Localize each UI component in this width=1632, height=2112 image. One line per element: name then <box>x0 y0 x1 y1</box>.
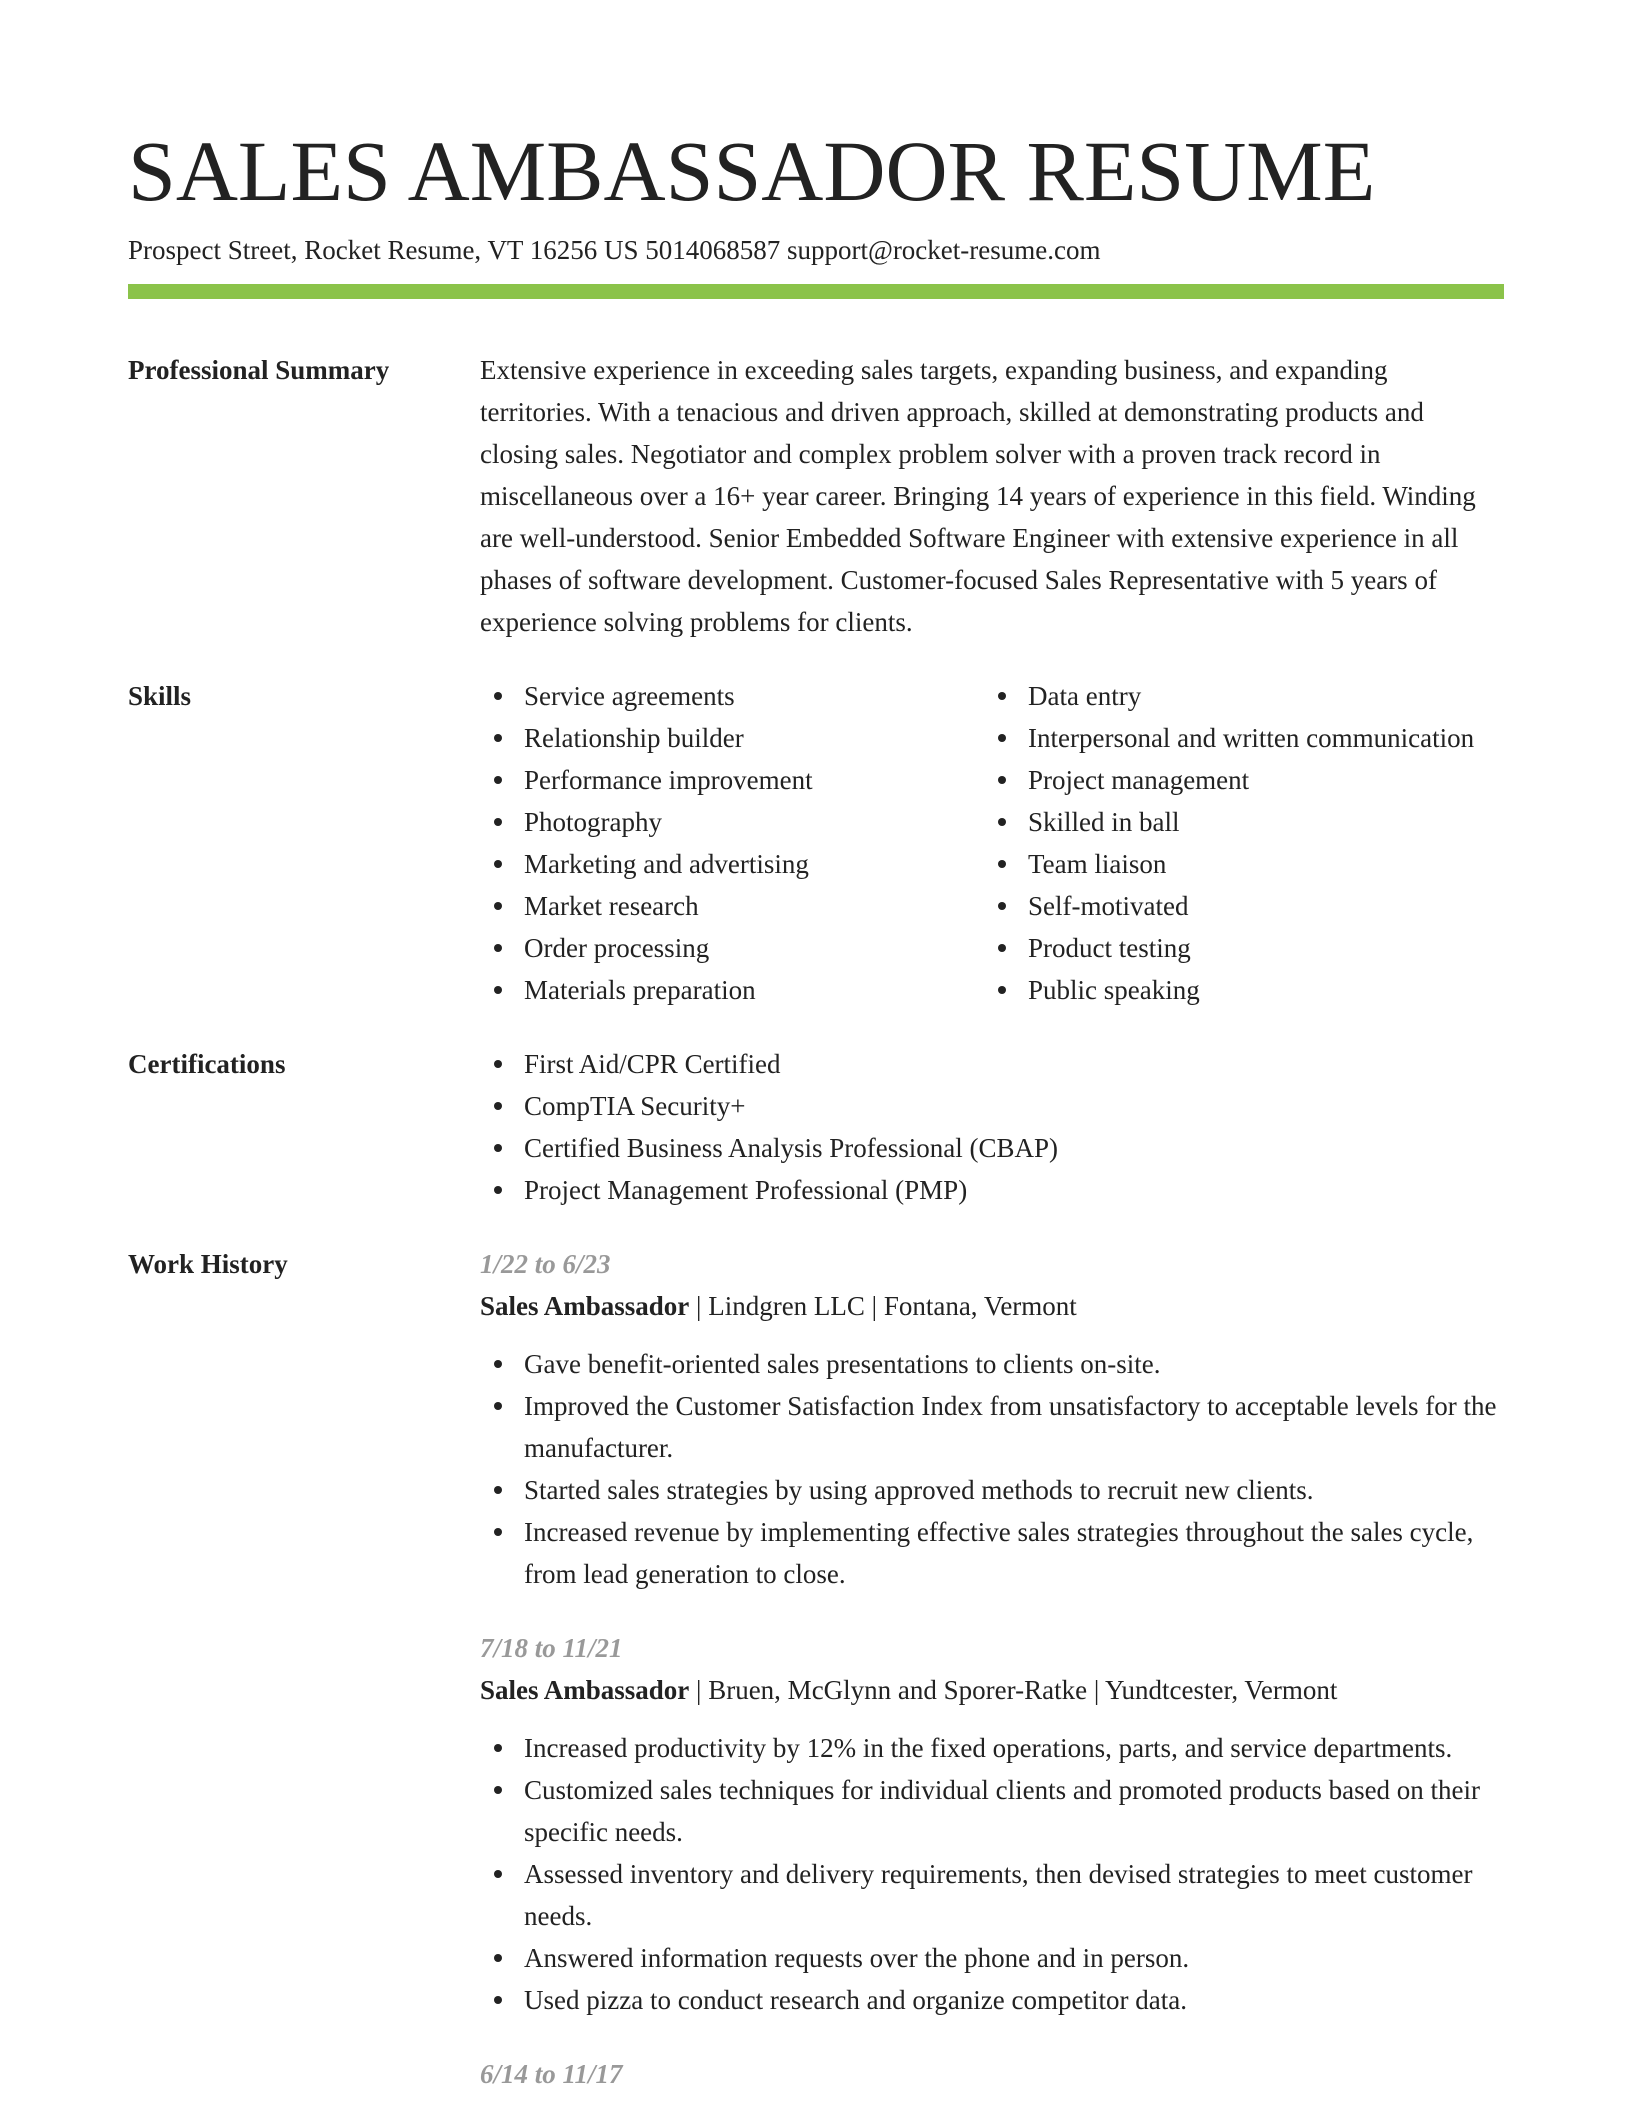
accent-divider <box>128 284 1504 299</box>
job-title-line <box>480 1285 1504 1327</box>
certifications-section <box>128 1043 1504 1211</box>
certification-item: CompTIA Security+ <box>480 1085 1504 1127</box>
contact-line: Prospect Street, Rocket Resume, VT 16256 US 5014068587 support@rocket-resume.com <box>128 235 1101 265</box>
skill-item: Order processing <box>480 927 984 969</box>
skill-item: Data entry <box>984 675 1474 717</box>
certifications-list <box>480 1043 1504 1211</box>
job-bullet: Improved the Customer Satisfaction Index from unsatisfactory to acceptable levels for the manufacturer. <box>480 1385 1504 1469</box>
work-history-section <box>128 1243 1504 2095</box>
job-bullets <box>480 1727 1504 2021</box>
skill-item: Materials preparation <box>480 969 984 1011</box>
skill-item: Project management <box>984 759 1474 801</box>
section-label: Certifications <box>128 1049 286 1079</box>
job-title: Sales Ambassador <box>480 1675 690 1705</box>
job-employer-details: | Bruen, McGlynn and Sporer-Ratke | Yundtcester, Vermont <box>689 1675 1338 1705</box>
job-dates: 7/18 to 11/21 <box>480 1633 623 1663</box>
skill-item: Team liaison <box>984 843 1474 885</box>
job-entry <box>480 1243 1504 1595</box>
professional-summary-section <box>128 349 1504 643</box>
skills-list-right <box>984 675 1474 1011</box>
skill-item: Skilled in ball <box>984 801 1474 843</box>
job-bullet: Customized sales techniques for individual clients and promoted products based on their specific needs. <box>480 1769 1504 1853</box>
job-bullet: Increased revenue by implementing effective sales strategies throughout the sales cycle, from lead generation to close. <box>480 1511 1504 1595</box>
resume-page <box>128 0 1504 2095</box>
job-bullet: Gave benefit-oriented sales presentations to clients on-site. <box>480 1343 1504 1385</box>
skills-section <box>128 675 1504 1011</box>
certification-item: Project Management Professional (PMP) <box>480 1169 1504 1211</box>
job-title-line <box>480 1669 1504 1711</box>
section-label: Skills <box>128 681 192 711</box>
skill-item: Market research <box>480 885 984 927</box>
skills-list-left <box>480 675 984 1011</box>
certification-item: First Aid/CPR Certified <box>480 1043 1504 1085</box>
section-label: Work History <box>128 1249 288 1279</box>
skill-item: Relationship builder <box>480 717 984 759</box>
summary-text: Extensive experience in exceeding sales targets, expanding business, and expanding territories. With a tenacious and driven approach, skilled at demonstrating products and closing sales. Negotiator and complex problem solver with a proven track record in miscellaneous over a 16+ year career. Bringing 14 years of experience in this field. Winding are well-understood. Senior Embedded Software Engineer with extensive experience in all phases of software development. Customer-focused Sales Representative with 5 years of experience solving problems for clients. <box>480 355 1476 637</box>
job-bullet: Started sales strategies by using approved methods to recruit new clients. <box>480 1469 1504 1511</box>
job-bullet: Answered information requests over the phone and in person. <box>480 1937 1504 1979</box>
skill-item: Public speaking <box>984 969 1474 1011</box>
job-entry <box>480 2053 1504 2095</box>
skill-item: Interpersonal and written communication <box>984 717 1474 759</box>
skill-item: Service agreements <box>480 675 984 717</box>
job-dates: 1/22 to 6/23 <box>480 1249 611 1279</box>
section-label: Professional Summary <box>128 355 390 385</box>
job-bullet: Used pizza to conduct research and organize competitor data. <box>480 1979 1504 2021</box>
certification-item: Certified Business Analysis Professional (CBAP) <box>480 1127 1504 1169</box>
job-bullet: Assessed inventory and delivery requirements, then devised strategies to meet customer needs. <box>480 1853 1504 1937</box>
job-entry <box>480 1627 1504 2021</box>
job-employer-details: | Lindgren LLC | Fontana, Vermont <box>689 1291 1077 1321</box>
skill-item: Performance improvement <box>480 759 984 801</box>
job-bullet: Increased productivity by 12% in the fixed operations, parts, and service departments. <box>480 1727 1504 1769</box>
skill-item: Marketing and advertising <box>480 843 984 885</box>
skill-item: Self-motivated <box>984 885 1474 927</box>
job-dates: 6/14 to 11/17 <box>480 2059 623 2089</box>
skill-item: Product testing <box>984 927 1474 969</box>
page-title: SALES AMBASSADOR RESUME <box>128 123 1376 219</box>
job-bullets <box>480 1343 1504 1595</box>
job-title: Sales Ambassador <box>480 1291 690 1321</box>
skill-item: Photography <box>480 801 984 843</box>
